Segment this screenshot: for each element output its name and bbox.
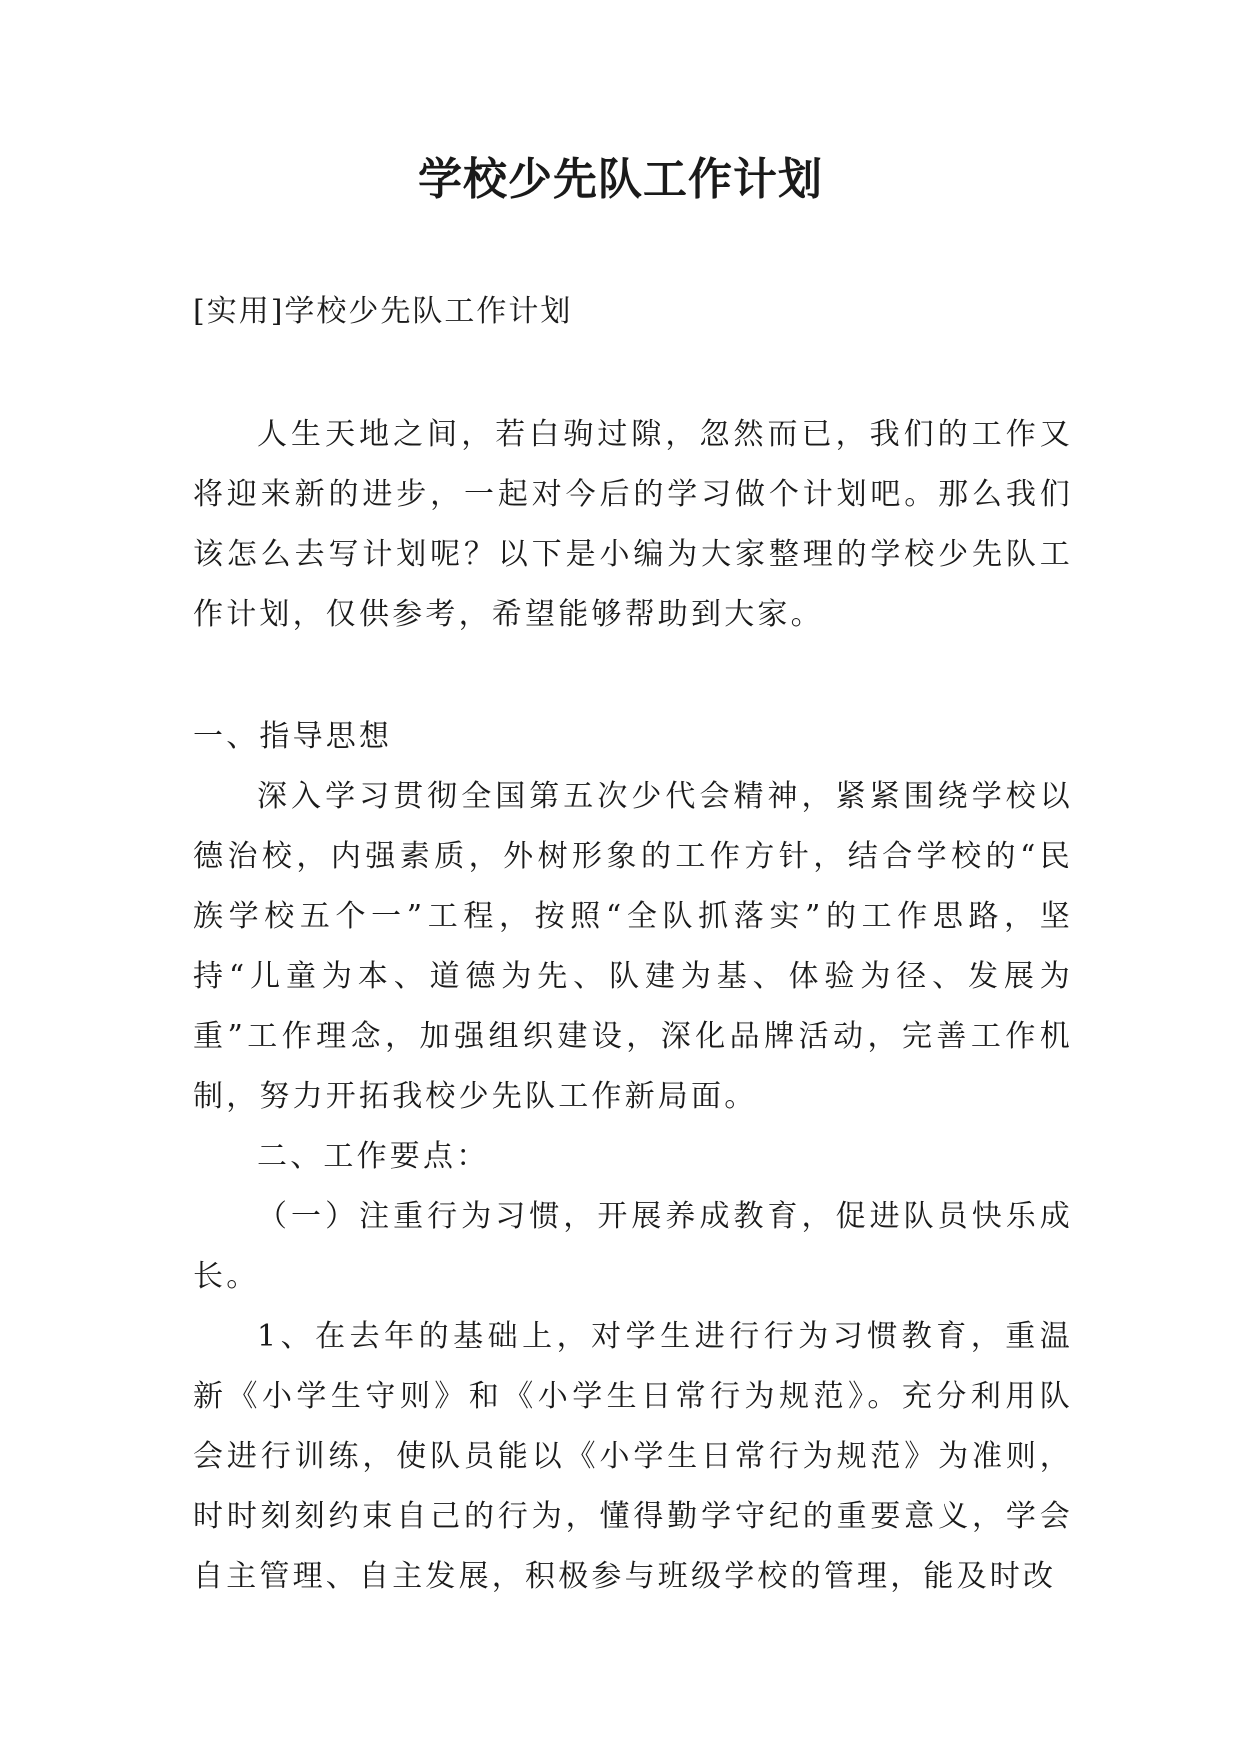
subsection1-heading: （一）注重行为习惯，开展养成教育，促进队员快乐成长。	[193, 1199, 1073, 1294]
document-body	[193, 405, 1073, 1607]
section1-paragraph: 深入学习贯彻全国第五次少代会精神，紧紧围绕学校以德治校，内强素质，外树形象的工作方针，结合学校的“民族学校五个一”工程，按照“全队抓落实”的工作思路，坚持“儿童为本、道德为先、队建为基、体验为径、发展为重”工作理念，加强组织建设，深化品牌活动，完善工作机制，努力开拓我校少先队工作新局面。	[193, 779, 1073, 1114]
intro-paragraph: 人生天地之间，若白驹过隙，忽然而已，我们的工作又将迎来新的进步，一起对今后的学习做个计划吧。那么我们该怎么去写计划呢？以下是小编为大家整理的学校少先队工作计划，仅供参考，希望能够帮助到大家。	[193, 417, 1073, 632]
item1-paragraph: 1、在去年的基础上，对学生进行行为习惯教育，重温新《小学生守则》和《小学生日常行为规范》。充分利用队会进行训练，使队员能以《小学生日常行为规范》为准则，时时刻刻约束自己的行为，懂得勤学守纪的重要意义，学会自主管理、自主发展，积极参与班级学校的管理，能及时改	[193, 1319, 1073, 1594]
document-subtitle: [实用]学校少先队工作计划	[193, 294, 573, 329]
document-title: 学校少先队工作计划	[418, 154, 823, 205]
section2-heading: 二、工作要点：	[257, 1139, 490, 1174]
section1-heading: 一、指导思想	[193, 719, 393, 754]
